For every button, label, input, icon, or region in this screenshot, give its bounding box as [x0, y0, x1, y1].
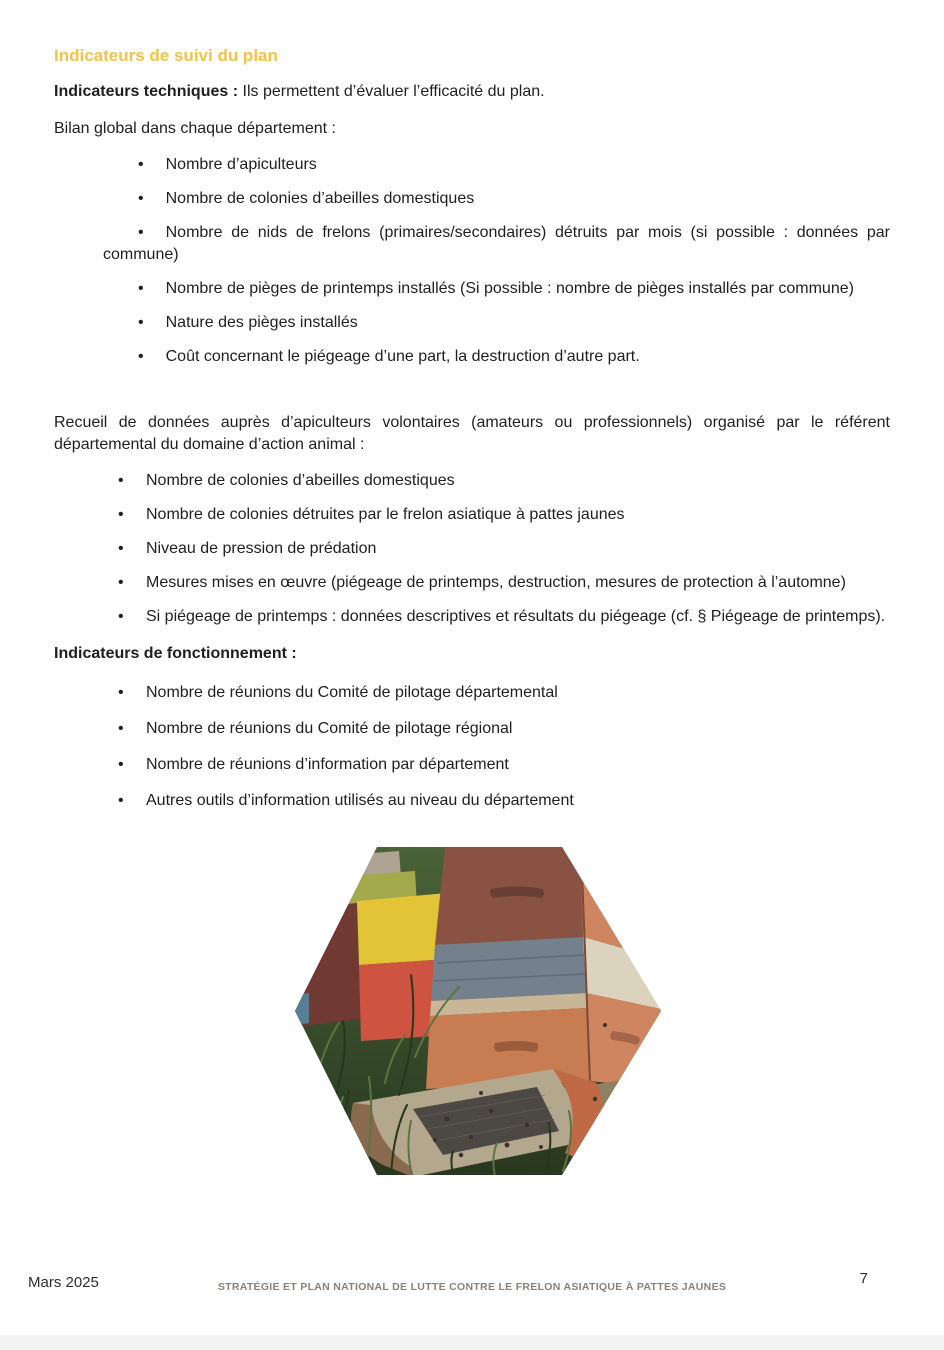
list-item-text: Coût concernant le piégeage d’une part, la destruction d’autre part.: [165, 348, 640, 365]
bullet: •: [118, 684, 124, 701]
main-hive: [426, 847, 661, 1089]
list-item: [103, 312, 890, 334]
list-item-text: Niveau de pression de prédation: [146, 540, 377, 557]
bullet: •: [138, 190, 144, 207]
list-item-text: Nombre d’apiculteurs: [165, 156, 317, 173]
bullet: •: [138, 224, 144, 241]
list-item: [118, 538, 890, 560]
bullet: •: [118, 506, 124, 523]
list-item: [103, 188, 890, 210]
technical-indicators-label: Indicateurs techniques :: [54, 83, 239, 100]
bullet: •: [118, 540, 124, 557]
list-item: [103, 346, 890, 368]
beehive-photo-container: [54, 847, 890, 1175]
footer-page-number: 7: [859, 1270, 868, 1287]
beehive-photo-hexagon: [295, 847, 661, 1175]
technical-indicators-text: Ils permettent d’évaluer l’efficacité du plan.: [238, 83, 545, 100]
list-item-text: Nombre de colonies d’abeilles domestiques: [146, 472, 455, 489]
bullet: •: [118, 472, 124, 489]
list-item-text: Mesures mises en œuvre (piégeage de printemps, destruction, mesures de protection à l’automne): [146, 574, 846, 591]
list-item: [103, 154, 890, 176]
recueil-list: [54, 470, 890, 628]
list-item-text: Nombre de réunions du Comité de pilotage régional: [146, 720, 513, 737]
list-item: [118, 572, 890, 594]
technical-indicators-paragraph: [54, 81, 890, 103]
bullet: •: [118, 720, 124, 737]
fonctionnement-list: [54, 682, 890, 812]
list-item: [118, 682, 890, 704]
list-item-text: Nombre de nids de frelons (primaires/secondaires) détruits par mois (si possible : données par commune): [103, 224, 890, 263]
footer-title: STRATÉGIE ET PLAN NATIONAL DE LUTTE CONTRE LE FRELON ASIATIQUE À PATTES JAUNES: [217, 1281, 727, 1293]
ground-right: [593, 1073, 661, 1151]
bullet: •: [118, 608, 124, 625]
list-item-text: Si piégeage de printemps : données descriptives et résultats du piégeage (cf. § Piégeage de printemps).: [146, 608, 886, 625]
list-item: [103, 278, 890, 300]
footer-date: Mars 2025: [28, 1274, 99, 1291]
section-title: Indicateurs de suivi du plan: [54, 46, 278, 65]
list-item-text: Nombre de colonies détruites par le frelon asiatique à pattes jaunes: [146, 506, 625, 523]
list-item-text: Nombre de pièges de printemps installés (Si possible : nombre de pièges installés par commune): [165, 280, 854, 297]
list-item: [118, 504, 890, 526]
bullet: •: [118, 574, 124, 591]
list-item: [118, 606, 890, 628]
bilan-list: [54, 154, 890, 368]
list-item: [118, 470, 890, 492]
list-item: [103, 222, 890, 266]
bullet: •: [138, 156, 144, 173]
list-item-text: Nombre de réunions du Comité de pilotage départemental: [146, 684, 558, 701]
list-item-text: Nombre de colonies d’abeilles domestiques: [165, 190, 475, 207]
list-item: [118, 790, 890, 812]
page-bottom-strip: [0, 1335, 944, 1350]
list-item-text: Autres outils d’information utilisés au niveau du département: [146, 792, 574, 809]
bullet: •: [138, 280, 144, 297]
bullet: •: [138, 348, 144, 365]
bullet: •: [118, 756, 124, 773]
list-item: [118, 718, 890, 740]
fonctionnement-title: Indicateurs de fonctionnement :: [54, 645, 297, 662]
list-item: [118, 754, 890, 776]
recueil-paragraph: Recueil de données auprès d’apiculteurs volontaires (amateurs ou professionnels) organisé par le référent départemental du domaine d’action animal :: [54, 414, 890, 453]
bullet: •: [138, 314, 144, 331]
list-item-text: Nature des pièges installés: [165, 314, 358, 331]
bilan-title: Bilan global dans chaque département :: [54, 120, 336, 137]
bullet: •: [118, 792, 124, 809]
list-item-text: Nombre de réunions d’information par département: [146, 756, 509, 773]
